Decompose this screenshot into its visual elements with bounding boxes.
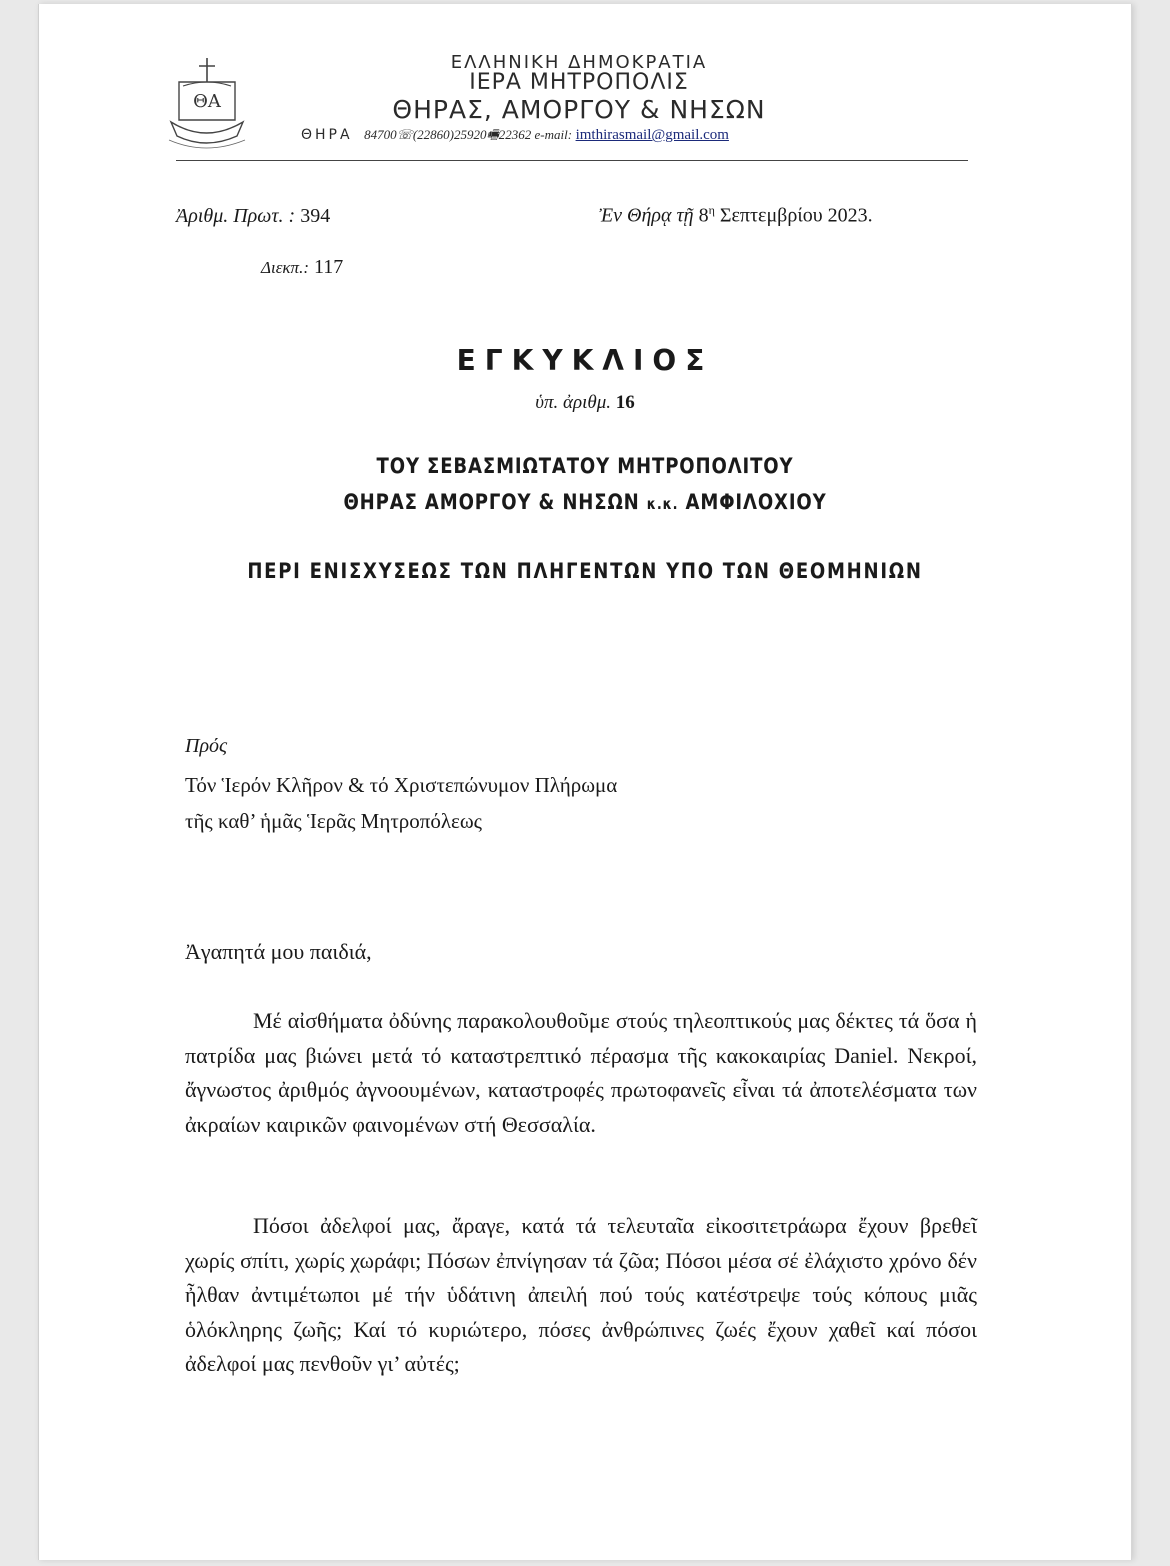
heading-honorific: κ.κ.: [646, 495, 679, 513]
circular-number: [39, 392, 1131, 414]
greeting: Ἀγαπητά μου παιδιά,: [185, 939, 372, 964]
letterhead-metropolis: ΙΕΡΑ ΜΗΤΡΟΠΟΛΙΣ: [469, 70, 689, 95]
protocol-number: [176, 205, 330, 228]
date-day: 8: [698, 204, 709, 227]
circular-number-value: 16: [615, 392, 635, 413]
header-divider: [176, 160, 968, 161]
contact-city: ΘΗΡΑ: [301, 127, 353, 143]
protocol-label: Ἀριθμ. Πρωτ. :: [176, 205, 296, 227]
circular-title: ΕΓΚΥΚΛΙΟΣ: [456, 344, 714, 377]
letterhead-diocese: ΘΗΡΑΣ, ΑΜΟΡΓΟΥ & ΝΗΣΩΝ: [392, 95, 766, 124]
contact-numbers: 84700☏(22860)25920🖷22362 e-mail:: [364, 127, 573, 142]
heading-name: ΑΜΦΙΛΟΧΙΟΥ: [685, 490, 827, 514]
body-paragraph-1: Μέ αἰσθήματα ὀδύνης παρακολουθοῦμε στούς τηλεοπτικούς μας δέκτες τά ὅσα ἡ πατρίδα μας βιώνει μετά τό καταστρεπτικό πέρασμα τῆς κακοκαιρίας Daniel. Νεκροί, ἄγνωστος ἀριθμός ἀγνοουμένων, καταστροφές πρωτοφανεῖς εἶναι τά ἀποτελέσματα των ἀκραίων καιρικῶν φαινομένων στή Θεσσαλία.: [185, 1008, 977, 1137]
metropolis-seal-icon: [161, 52, 251, 152]
protocol-value: 394: [300, 205, 331, 227]
heading-diocese-name: [115, 490, 1054, 514]
heading-metropolitan: ΤΟΥ ΣΕΒΑΣΜΙΩΤΑΤΟΥ ΜΗΤΡΟΠΟΛΙΤΟΥ: [376, 454, 794, 478]
body-paragraph-2: Πόσοι ἀδελφοί μας, ἄραγε, κατά τά τελευταῖα εἰκοσιτετράωρα ἔχουν βρεθεῖ χωρίς σπίτι, χωρίς χωράφι; Πόσων ἐπνίγησαν τά ζῶα; Πόσοι μέσα σέ ἐλάχιστο χρόνο δέν ἦλθαν ἀντιμέτωποι μέ τήν ὑδάτινη ἀπειλή πού τούς κατέστρεψε τούς κόπους μιᾶς ὁλόκληρης ζωῆς; Καί τό κυριώτερο, πόσες ἀνθρώπινες ζωές ἔχουν χαθεῖ καί πόσοι ἀδελφοί μας πενθοῦν γι’ αὐτές;: [185, 1213, 977, 1376]
recipient-line-2: τῆς καθ’ ἡμᾶς Ἱερᾶς Μητροπόλεως: [185, 809, 482, 833]
date-prefix: Ἐν Θήρᾳ τῇ: [599, 204, 694, 227]
heading-diocese: ΘΗΡΑΣ ΑΜΟΡΓΟΥ & ΝΗΣΩΝ: [343, 490, 640, 514]
letterhead-country: ΕΛΛΗΝΙΚΗ ΔΗΜΟΚΡΑΤΙΑ: [450, 52, 708, 73]
svg-text:ΘΑ: ΘΑ: [193, 91, 221, 112]
date-rest: Σεπτεμβρίου 2023.: [719, 204, 873, 227]
document-date: [599, 203, 873, 228]
circular-number-label: ὑπ. ἀριθμ.: [535, 392, 611, 413]
dispatch-value: 117: [314, 256, 344, 278]
date-day-suffix: η: [708, 203, 715, 217]
dispatch-number: [261, 256, 343, 279]
letterhead-contact: [301, 126, 729, 148]
contact-email-link[interactable]: imthirasmail@gmail.com: [575, 127, 729, 143]
recipient-line-1: Τόν Ἱερόν Κλῆρον & τό Χριστεπώνυμον Πλήρωμα: [185, 773, 618, 797]
heading-subject: ΠΕΡΙ ΕΝΙΣΧΥΣΕΩΣ ΤΩΝ ΠΛΗΓΕΝΤΩΝ ΥΠΟ ΤΩΝ ΘΕΟΜΗΝΙΩΝ: [247, 559, 923, 583]
recipient-label: Πρός: [185, 735, 228, 757]
document-page: [38, 4, 1132, 1560]
dispatch-label: Διεκπ.:: [261, 258, 309, 277]
